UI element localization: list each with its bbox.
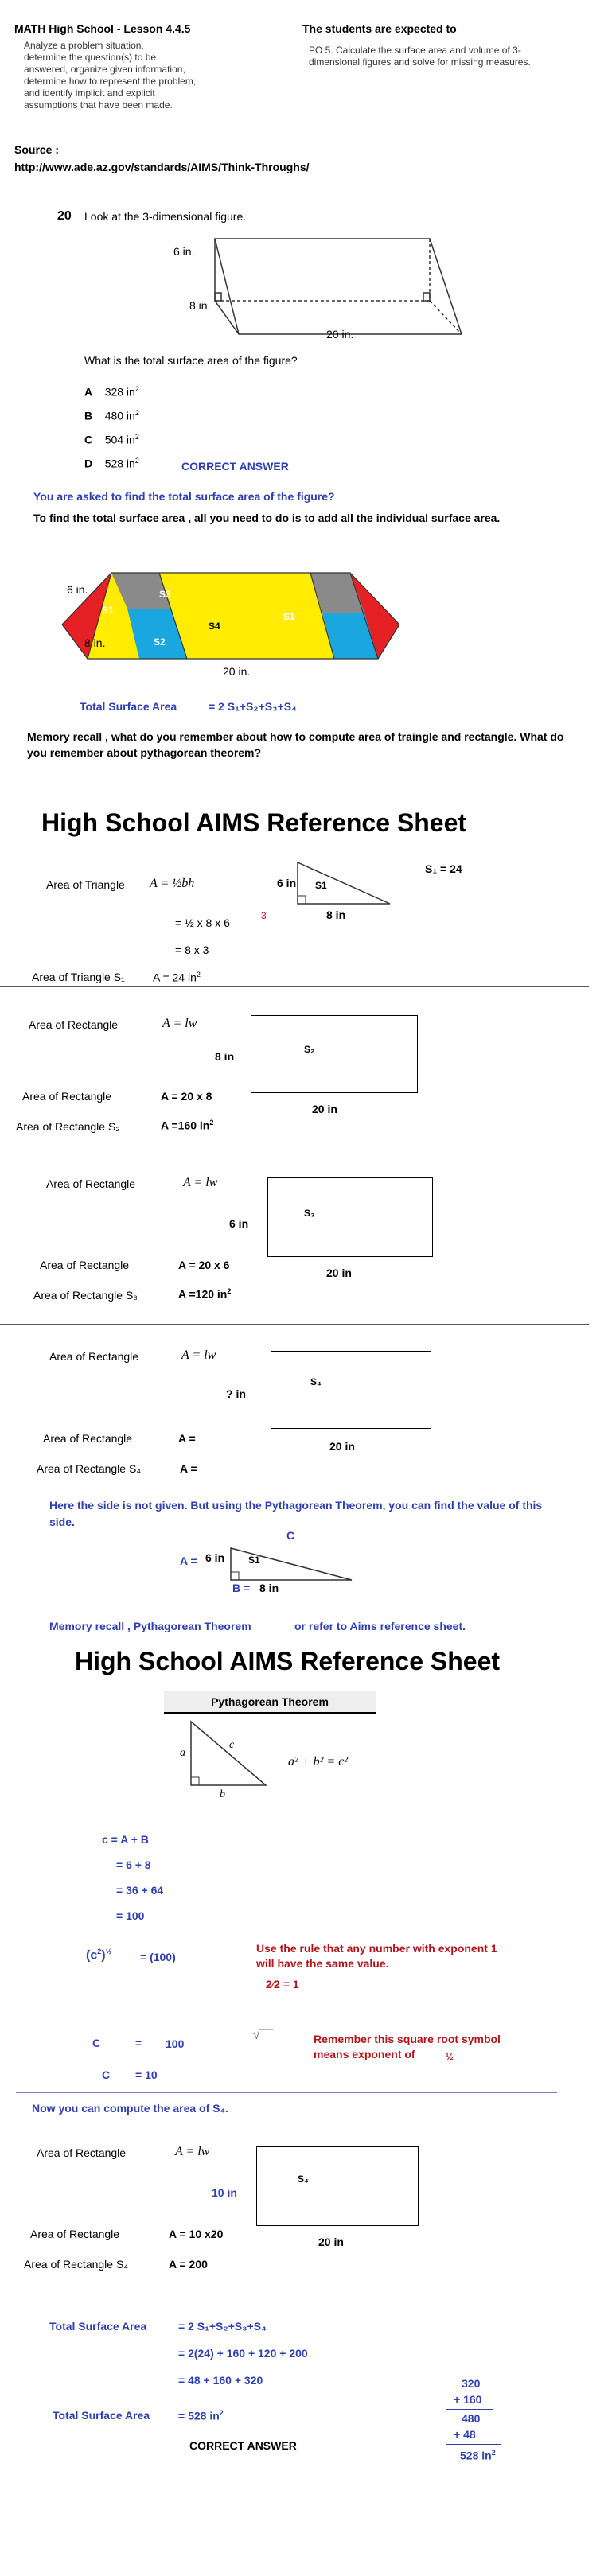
net-label-s1-right: S1 [283,611,295,622]
source-label: Source : [14,143,60,156]
pyth-step-4: = 100 [116,1909,145,1922]
net-label-s4: S4 [209,621,220,632]
root-step: = (100) [140,1951,176,1963]
s2-result: A =160 $in^2$ [161,1119,214,1132]
s3-step: A = 20 x 6 [178,1259,230,1271]
a-label: A = [180,1555,197,1567]
s4b-result: A = 200 [169,2258,208,2271]
s4-area-label: Area of Rectangle [49,1350,139,1363]
pyth-step-2: = 6 + 8 [116,1858,151,1871]
asked-text: You are asked to find the total surface area of the figure? [33,490,335,503]
s2-step: A = 20 x 8 [161,1090,212,1103]
pyth-s1-label: S1 [248,1555,260,1566]
s4b-base: 20 in [318,2236,344,2248]
final-line-3: = 48 + 160 + 320 [178,2374,263,2387]
sum-line [446,2444,501,2445]
b-value: 8 in [259,1582,279,1594]
sqrt-symbol: √‾‾‾ [253,2029,273,2042]
prism-length-label: 20 in. [326,328,354,340]
s4b-result-label: Area of Rectangle S₄ [24,2258,129,2271]
red-mark: 3 [261,910,267,921]
add-160: + 160 [454,2393,482,2406]
divider [16,2092,557,2093]
intro-line: Analyze a problem situation, [24,40,144,51]
tsa-formula: = 2 S₁+S₂+S₃+S₄ [209,700,297,713]
s2-step-label: Area of Rectangle [22,1090,112,1103]
s4b-intro: Now you can compute the area of S₄. [32,2102,229,2115]
s4b-side: 10 in [212,2186,237,2199]
s2-name: S₂ [304,1044,315,1055]
root-lhs: $(c^2)^{\frac{1}{2}}$ [86,1948,112,1963]
tri-step1: = ½ x 8 x 6 [175,916,230,929]
source-url[interactable]: http://www.ade.az.gov/standards/AIMS/Think-Throughs/ [14,161,310,173]
s4-name: S₄ [310,1376,322,1387]
s4-step-label: Area of Rectangle [43,1432,133,1445]
add-320: 320 [462,2377,481,2390]
option-d[interactable]: D 528 $in^2$ [84,457,139,470]
pyth-step-1: c = A + B [102,1833,149,1846]
s3-area-label: Area of Rectangle [46,1177,136,1190]
option-c[interactable]: C 504 $in^2$ [84,433,139,446]
tri-6-label: 6 in [277,877,297,889]
intro-line: answered, organize given information, [24,64,185,75]
s3-side: 6 in [229,1217,249,1230]
s4b-step-label: Area of Rectangle [30,2228,120,2240]
s4b-rectangle [256,2146,419,2226]
tri-area-label: Area of Triangle [46,878,125,891]
s4b-step: A = 10 x20 [169,2228,224,2240]
pyth-refer: or refer to Aims reference sheet. [294,1620,466,1632]
pyth-note: Here the side is not given. But using the Pythagorean Theorem, you can find the value of this side. [49,1499,543,1528]
correct-answer-badge: CORRECT ANSWER [181,460,289,473]
s4-formula: A = lw [181,1348,216,1362]
intro-line: determine the question(s) to be [24,52,157,63]
ref-sheet-title: High School AIMS Reference Sheet [41,808,467,837]
pyth-step-3: = 36 + 64 [116,1884,164,1897]
s4b-area-label: Area of Rectangle [37,2146,127,2159]
pyth-recall: Memory recall , Pythagorean Theorem [49,1620,251,1632]
question-prompt: Look at the 3-dimensional figure. [84,210,247,223]
todo-text: To find the total surface area , all you need to do is to add all the individual surface area. [33,512,501,524]
expected-heading: The students are expected to [302,22,457,35]
s3-formula: A = lw [183,1176,218,1189]
final-tsa-label: Total Surface Area [49,2320,147,2333]
s4b-name: S₄ [298,2173,309,2185]
s2-area-label: Area of Rectangle [29,1018,119,1031]
option-a[interactable]: A 328 $in^2$ [84,385,139,399]
s1-value: S₁ = 24 [425,862,462,875]
expected-text: PO 5. Calculate the surface area and volume of 3-dimensional figures and solve for missing measures. [309,45,531,68]
tri-result: A = 24 $in^2$ [153,971,201,984]
ref-tri-a: a [180,1747,185,1759]
final-line-2: = 2(24) + 160 + 120 + 200 [178,2347,308,2360]
intro-line: assumptions that have been made. [24,99,173,111]
s3-result: A =120 $in^2$ [178,1287,232,1301]
c-label: C [286,1529,295,1542]
s4-base: 20 in [329,1440,355,1453]
net-label-s3: S3 [159,589,171,600]
net-label-s1-left: S1 [102,605,114,616]
tri-formula: A = ½bh [150,877,195,890]
final-result: = 528 $in^2$ [178,2409,224,2422]
net-height-label: 6 in. [67,583,88,596]
s2-base: 20 in [312,1103,337,1115]
tri-result-label: Area of Triangle S₁ [32,971,125,983]
ref-sheet-title-2: High School AIMS Reference Sheet [75,1647,501,1675]
rule-fraction: 2⁄2 = 1 [266,1978,299,1990]
s4-result-label: Area of Rectangle S₄ [37,1462,142,1475]
s4b-formula: A = lw [175,2145,210,2158]
sqrt-c: C [92,2037,101,2049]
tsa-label: Total Surface Area [80,700,177,713]
tri-s1-label: S1 [315,880,327,891]
intro-line: determine how to represent the problem, [24,76,197,87]
tri-8-label: 8 in [326,909,346,921]
c-result: = 10 [135,2068,158,2081]
s4-result: A = [180,1462,197,1475]
pyth-box-title: Pythagorean Theorem [164,1691,376,1714]
tri-step2: = 8 x 3 [175,944,209,956]
intro-line: and identify implicit and explicit [24,88,155,99]
add-48: + 48 [454,2428,476,2441]
net-label-s2: S2 [154,636,166,648]
s3-base: 20 in [326,1267,352,1279]
sqrt-note: Remember this square root symbol means exponent of [314,2033,501,2060]
option-b[interactable]: B 480 $in^2$ [84,409,139,422]
s4-step: A = [178,1432,196,1445]
half-fraction: ½ [446,2051,454,2062]
s2-side: 8 in [215,1050,235,1063]
final-line-1: = 2 S₁+S₂+S₃+S₄ [178,2320,267,2333]
ref-tri-c: c [229,1739,235,1751]
a-value: 6 in [205,1551,225,1564]
final-correct: CORRECT ANSWER [189,2439,297,2452]
recall-text: Memory recall , what do you remember about how to compute area of traingle and rectangle. What do you remember about pythagorean theorem? [27,730,564,759]
pyth-formula: a² + b² = c² [288,1755,349,1769]
add-480: 480 [462,2412,481,2425]
s4-side: ? in [226,1387,246,1400]
rule-text: Use the rule that any number with exponent 1 will have the same value. [256,1942,497,1970]
question-ask: What is the total surface area of the figure? [84,354,298,367]
page-title: MATH High School - Lesson 4.4.5 [14,22,191,35]
s3-name: S₃ [304,1208,315,1219]
add-528: 528 $in^2$ [460,2449,496,2462]
c-result-label: C [102,2068,111,2081]
net-depth-label: 8 in. [84,636,106,649]
sum-line [446,2409,493,2410]
ref-tri-b: b [220,1788,225,1800]
prism-height-label: 6 in. [173,245,195,258]
s3-step-label: Area of Rectangle [40,1259,130,1271]
sqrt-eq: = [135,2037,142,2049]
s2-result-label: Area of Rectangle S₂ [16,1120,120,1133]
s3-result-label: Area of Rectangle S₃ [33,1289,138,1302]
prism-depth-label: 8 in. [189,299,211,312]
b-label: B = [232,1582,251,1594]
question-number: 20 [57,209,72,223]
s2-formula: A = lw [162,1017,197,1030]
final-result-label: Total Surface Area [53,2409,150,2422]
sqrt-value: 100 [158,2037,184,2050]
net-length-label: 20 in. [223,665,251,678]
